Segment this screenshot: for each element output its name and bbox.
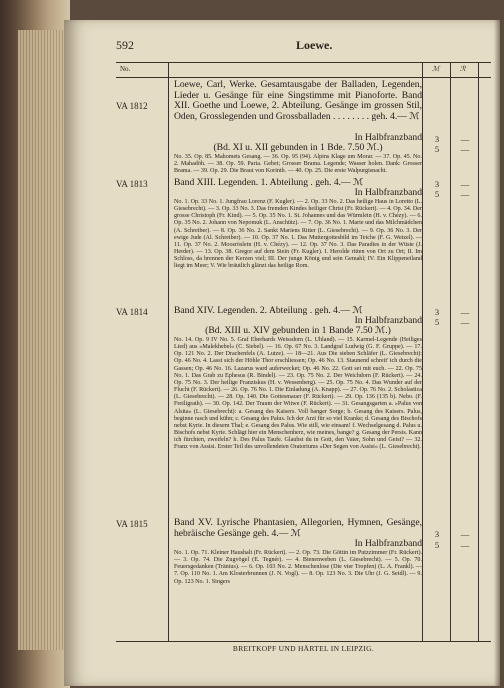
page-number: 592 (116, 38, 134, 52)
page-header (112, 38, 492, 54)
price-mark: 5 (434, 317, 440, 327)
price-mark: 3 (434, 307, 440, 317)
price-pf: — (460, 540, 470, 550)
price-pf: — (460, 134, 470, 144)
entry-binding: In Halbfranzband (354, 132, 422, 143)
page-shadow (494, 20, 500, 686)
price-pf: — (460, 307, 470, 317)
entry-number: VA 1813 (116, 179, 148, 189)
column-divider (450, 63, 451, 641)
entry-title: Loewe, Carl, Werke. Gesamtausgabe der Balladen, Legenden, Lieder u. Gesänge für eine Singstimme mit Pianoforte. Band XII. Goethe und Loewe, 2. Abteilung. Gesänge im grossen Stil, Oden, Grosslegenden und Grossballaden . . . . . . . . geh. 4.— ℳ (174, 79, 422, 122)
entry-binding-note: (Bd. XI u. XII gebunden in 1 Bde. 7.50 ℳ.) (213, 142, 383, 153)
entry-contents: No. 1. Op. 33 No. 1. Jungfrau Lorenz (F. Kugler). — 2. Op. 33 No. 2. Das heilige Haus in Loretto (L. Giesebrecht). — 3. Op. 33 No. 3. Das fremden Kindes heiliger Christ (Fr. Rückert). — 4. Op. 34. Der grosse Christoph (Fr. Kind). — 5. Op. 35 No. 1. St. Johannes und das Würmlein (H. v. Chézy). — 6. Op. 35 No. 2. Johann von Nepomuk (L. Anschütz). — 7. Op. 36 No. 1. Marie und das Milchmädchen (A. Schreiber). — 8. Op. 36 No. 2. Sankt Mariens Ritter (L. Giesebrecht). — 9. Op. 36 No. 3. Der ewige Jude (Al. Schreiber). — 10. Op. 37 No. 1. Das Muttergottesbild im Teiche (F. G. Wetzel). — 11. Op. 37 No. 2. Moosröslein (H. v. Chézy). — 12. Op. 37 No. 3. Das Paradies in der Wüste (J. Herder). — 13. Op. 38. Gregor auf dem Stein (Fr. Kugler). I. Herolde ritten von Ort zu Ort; II. Im Schloss, da brennen der Kerzen viel; III. Der junge König und sein Gemahl; IV. Ein Klippeneiland liegt im Meer; V. Wie bräutlich glänzt das heilige Rom. (174, 199, 422, 270)
column-header-mark: ℳ (432, 65, 440, 73)
column-header-pf: ℛ (460, 65, 466, 73)
price-pf: — (460, 529, 470, 539)
column-divider (168, 63, 169, 641)
page-title: Loewe. (296, 38, 333, 52)
entry-number: VA 1815 (116, 519, 148, 529)
header-rule (116, 77, 491, 78)
price-pf: — (460, 144, 470, 154)
catalog-table (116, 62, 491, 642)
entry-contents: No. 1. Op. 71. Kleiner Haushalt (Fr. Rückert). — 2. Op. 73. Die Göttin im Putzzimmer (Fr. Rückert). — 3. Op. 74. Die Zugvögel (E. Tegnér). — 4. Bienenweben (L. Giesebrecht). — 5. Op. 70. Feuersgedanken (Tränius). — 6. Op. 103 No. 2. Menschenlose (Die vier Tropfen) (L. A. Frankl). — 7. Op. 110 No. 1. Am Klosterbrunnen (J. N. Vogl). — 8. Op. 123 No. 3. Die Uhr (J. G. Seidl). — 9. Op. 123 No. 1. Singers (174, 550, 422, 585)
entry-binding-note: (Bd. XIII u. XIV gebunden in 1 Bande 7.50 ℳ.) (205, 325, 391, 336)
entry-binding: In Halbfranzband (354, 187, 422, 198)
entry-contents: No. 14. Op. 9 IV No. 5. Graf Eberhards Weissdorn (L. Uhland). — 15. Karmel-Legende (Heiliges Lied) aus »Malekhebel« (C. Siebel). — 16. Op. 67 No. 3. Landgraf Ludwig (G. F. Gruppe). — 17. Op. 121 No. 2. Der Drachenfels (A. Lutze). — 18—21. Aus Die sieben Schläfer (L. Giesebrecht): Op. 46 No. 4. Lasst sich der Höhle Thor erschliessen; Op. 46 No. 13. Staunend schreit' ich durch die Gassen; Op. 46 No. 16. Lazarus ward auferwecket; Op. 46 No. 22. Gott sei mit euch. — 22. Op. 75 No. 1. Das Grab zu Ephesus (R. Bindel). — 23. Op. 75 No. 2. Der Weichdorn (F. Rückert). — 24. Op. 75 No. 3. Der heilige Franziskus (H. v. Wessenberg). — 25. Op. 75 No. 4. Das Wunder auf der Flucht (F. Rückert). — 26. Op. 76 No. 1. Die Einladung (A. Knapp). — 27. Op. 76 No. 2. Scholastica (L. Giesebrecht). — 28. Op. 140. Die Gottesmauer (F. Rückert). — 29. Op. 136 (135 b). Nebo. (F. Freiligrath). — 30. Op. 142. Der Traum der Witwe (F. Rückert). — 31. Gesangsgarten a. »Palus von Alsita« (L. Giesebrecht): a. Gesang des Kaisers. Voll banger Sorge; b. Gesang des Kaisers. Palus, beginne rasch und kühn; c. Gesang des Palus. Ich der Arzt für so viel Kranke; d. Gesang des Bischofs nebst Kyrie. In diesem Thal; e. Gesang des Palus. Wie still, wie einsam! f. Wechselgesang d. Palus u. Bischofs nebst Kyrie. Schlägt hier ein Menschenherz, wie meines, bange? g. Gesang der Persis. Kann ich fürchten, zweifeln? h. Des Palus Taufe. Glaubst du in Gott, den Vater, Sohn und Geist? — 32. Franz von Assisi. Erster Teil des unvollendeten Oratoriums »Der Segen von Assisi« (L. Giesebrecht). (174, 337, 422, 451)
book-binding (0, 0, 70, 688)
entry-title: Band XIV. Legenden. 2. Abteilung . geh. 4.— ℳ (174, 305, 363, 316)
price-mark: 3 (434, 179, 440, 189)
column-header-no: No. (120, 65, 131, 73)
entry-contents: No. 35. Op. 85. Mahomets Gesang. — 36. Op. 95 (94). Alpins Klage um Morar. — 37. Op. 45. No. 2. Mahadöh. — 38. Op. 59. Paria. Gebet; Grosser Brama. Legende; Wasser holen. Dank: Grosser Brama. — 39. Op. 29. Die Braut von Korinth. — 40. Op. 25. Die erste Walpurgisnacht. (174, 154, 422, 175)
entry-binding: In Halbfranzband (354, 538, 422, 549)
price-mark: 5 (434, 144, 440, 154)
entry-title: Band XV. Lyrische Phantasien, Allegorien, Hymnen, Gesänge, hebräische Gesänge geh. 4.— ℳ (174, 517, 422, 539)
column-divider (478, 63, 479, 641)
column-divider (422, 63, 423, 641)
entry-number: VA 1814 (116, 307, 148, 317)
price-pf: — (460, 317, 470, 327)
price-mark: 5 (434, 189, 440, 199)
entry-number: VA 1812 (116, 101, 148, 111)
entry-title: Band XIII. Legenden. 1. Abteilung . geh. 4.— ℳ (174, 177, 364, 188)
page-edges (18, 30, 64, 650)
publisher-footer: BREITKOPF UND HÄRTEL IN LEIPZIG. (232, 644, 375, 653)
price-mark: 3 (434, 134, 440, 144)
price-mark: 3 (434, 529, 440, 539)
price-mark: 5 (434, 540, 440, 550)
price-pf: — (460, 179, 470, 189)
entry-binding: In Halbfranzband (354, 315, 422, 326)
price-pf: — (460, 189, 470, 199)
